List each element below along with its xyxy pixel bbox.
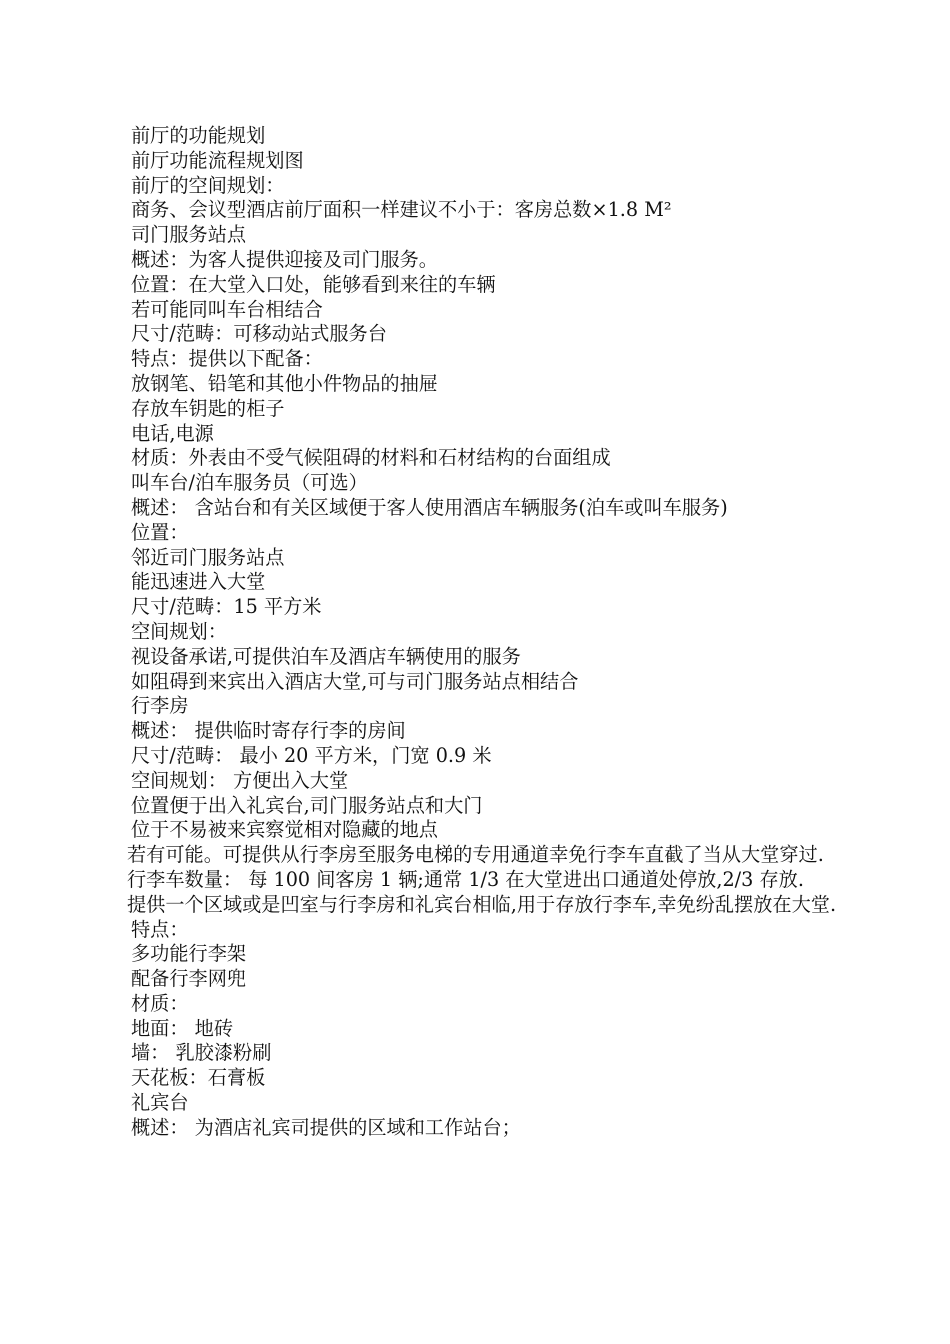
text-line: 材质：外表由不受气候阻碍的材料和石材结构的台面组成 xyxy=(131,446,611,470)
paragraph: 行李车数量： 每 100 间客房 1 辆;通常 1/3 在大堂进出口通道处停放,2/3 存放. xyxy=(127,867,804,891)
document-body xyxy=(117,124,837,1141)
text-line: 地面： 地砖 xyxy=(131,1016,234,1040)
text-line: 特点：提供以下配备： xyxy=(131,347,323,371)
text-line: 位置： xyxy=(131,520,189,544)
text-line: 能迅速进入大堂 xyxy=(131,570,266,594)
heading-concierge-desk: 礼宾台 xyxy=(131,1091,189,1115)
text-line: 尺寸/范畴：可移动站式服务台 xyxy=(131,322,387,346)
text-line: 位置：在大堂入口处，能够看到来往的车辆 xyxy=(131,272,496,296)
heading-space-planning: 前厅的空间规划： xyxy=(131,173,285,197)
text-line: 墙： 乳胶漆粉刷 xyxy=(131,1041,272,1065)
text-line: 若可能同叫车台相结合 xyxy=(131,297,323,321)
paragraph: 提供一个区域或是凹室与行李房和礼宾台相临,用于存放行李车,幸免纷乱摆放在大堂. xyxy=(127,892,837,916)
text-line: 空间规划： 方便出入大堂 xyxy=(131,768,349,792)
text-line: 如阻碍到来宾出入酒店大堂,可与司门服务站点相结合 xyxy=(131,669,579,693)
text-line: 概述： 含站台和有关区域便于客人使用酒店车辆服务(泊车或叫车服务) xyxy=(131,495,728,519)
heading-valet-desk: 叫车台/泊车服务员（可选） xyxy=(131,471,368,495)
heading-doorman-station: 司门服务站点 xyxy=(131,223,247,247)
text-line: 特点： xyxy=(131,917,189,941)
text-line: 空间规划： xyxy=(131,619,227,643)
paragraph: 若有可能。可提供从行李房至服务电梯的专用通道幸免行李车直截了当从大堂穿过. xyxy=(127,843,824,867)
text-line: 尺寸/范畴： 最小 20 平方米，门宽 0.9 米 xyxy=(131,743,492,767)
text-line: 尺寸/范畴：15 平方米 xyxy=(131,595,322,619)
heading-luggage-room: 行李房 xyxy=(131,694,189,718)
text-line: 天花板：石膏板 xyxy=(131,1066,266,1090)
text-line: 位于不易被来宾察觉相对隐藏的地点 xyxy=(131,818,438,842)
text-line: 存放车钥匙的柜子 xyxy=(131,396,285,420)
text-line: 概述： 提供临时寄存行李的房间 xyxy=(131,719,406,743)
text-line: 配备行李网兜 xyxy=(131,967,247,991)
text-line: 材质： xyxy=(131,991,189,1015)
text-line: 位置便于出入礼宾台,司门服务站点和大门 xyxy=(131,793,483,817)
text-line: 电话,电源 xyxy=(131,421,214,445)
text-line: 视设备承诺,可提供泊车及酒店车辆使用的服务 xyxy=(131,644,521,668)
text-line: 多功能行李架 xyxy=(131,942,247,966)
text-line: 概述：为客人提供迎接及司门服务。 xyxy=(131,247,438,271)
text-line: 放钢笔、铅笔和其他小件物品的抽屉 xyxy=(131,371,438,395)
text-line: 商务、会议型酒店前厅面积一样建议不小于：客房总数×1.8 M² xyxy=(131,198,672,222)
text-line: 邻近司门服务站点 xyxy=(131,545,285,569)
heading-flow-diagram: 前厅功能流程规划图 xyxy=(131,148,304,172)
heading-frontdesk-function: 前厅的功能规划 xyxy=(131,124,266,147)
text-line: 概述： 为酒店礼宾司提供的区域和工作站台； xyxy=(131,1115,521,1139)
